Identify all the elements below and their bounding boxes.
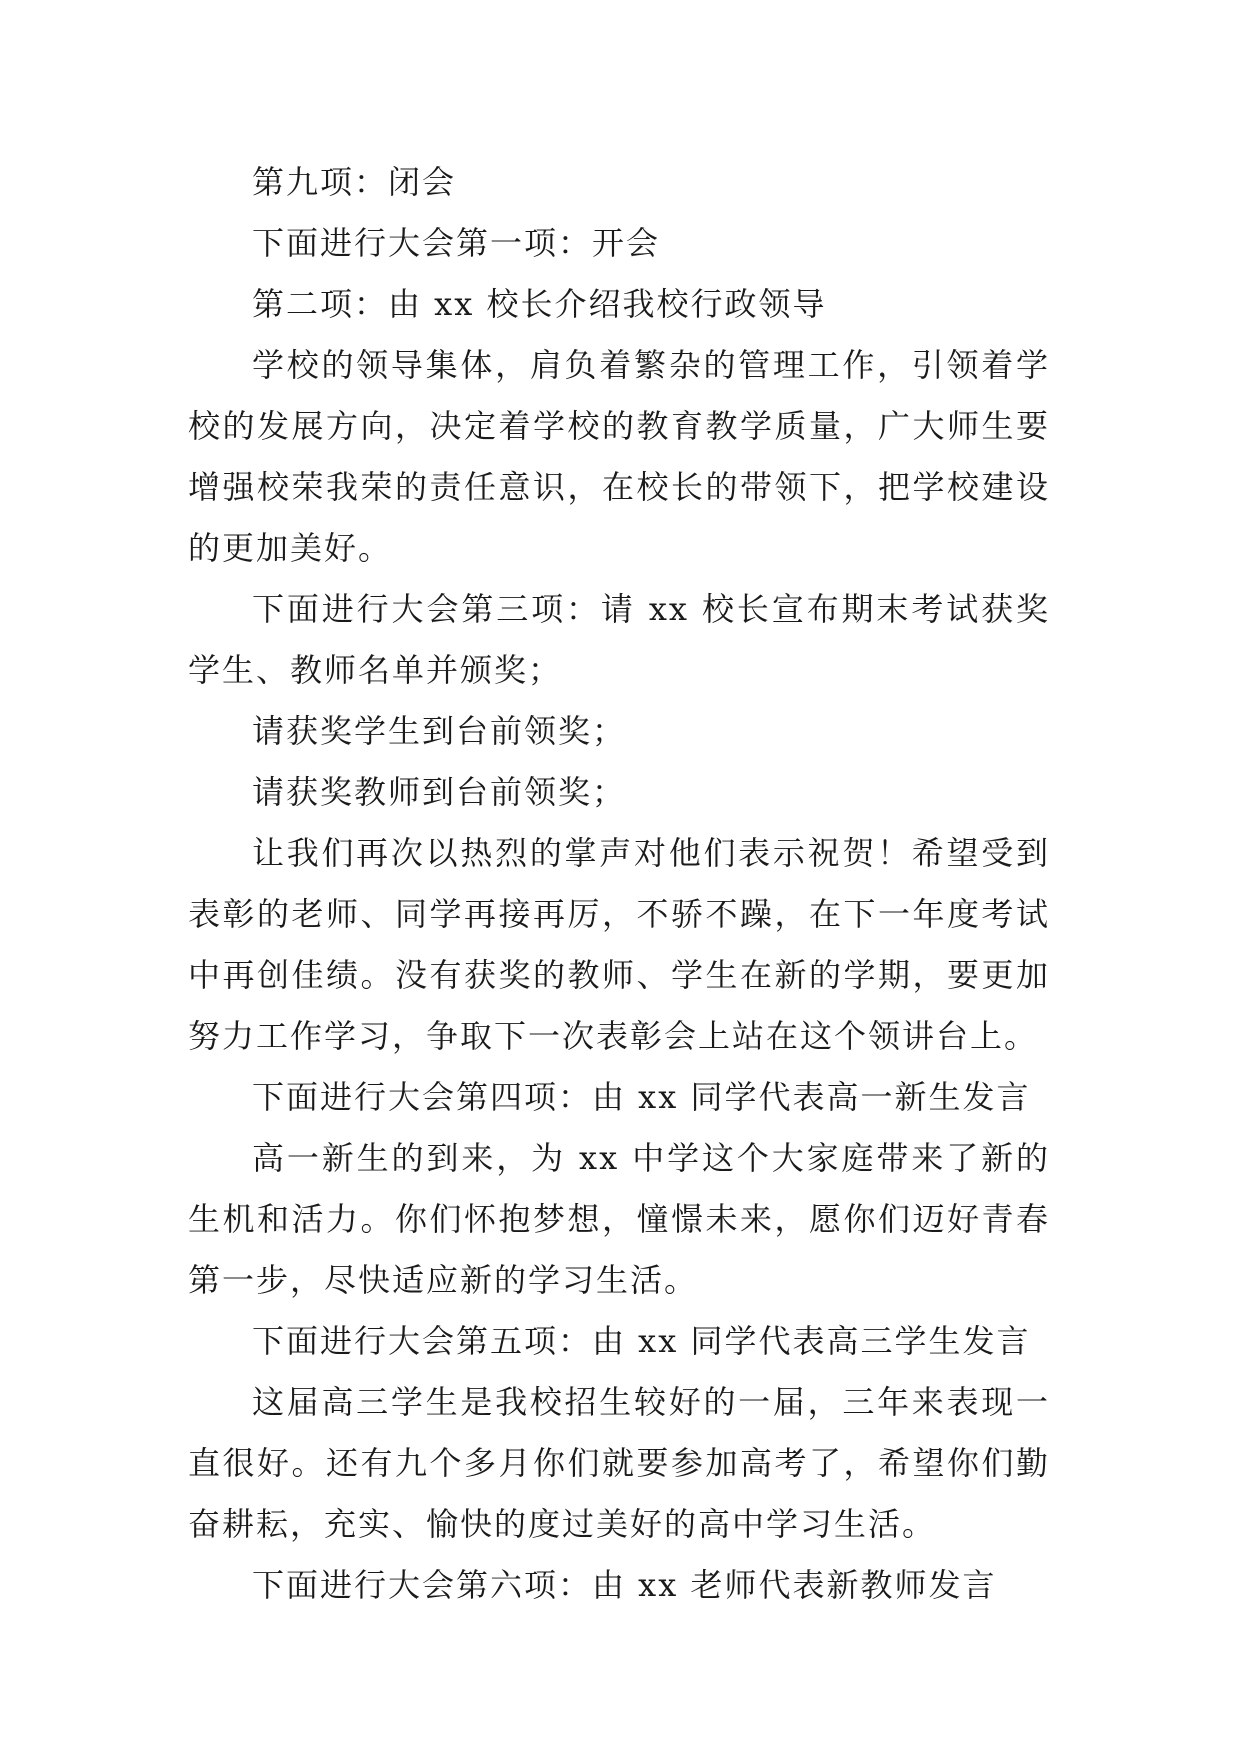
paragraph-item-1-open: 下面进行大会第一项：开会 xyxy=(252,224,661,262)
paragraph-senior-remarks: 这届高三学生是我校招生较好的一届，三年来表现一直很好。还有九个多月你们就要参加高考了，希望你们勤奋耕耘，充实、愉快的度过美好的高中学习生活。 xyxy=(188,1383,1050,1543)
paragraph-item-9-close: 第九项：闭会 xyxy=(252,163,457,201)
paragraph-freshman-remarks: 高一新生的到来，为 xx 中学这个大家庭带来了新的生机和活力。你们怀抱梦想，憧憬未来，愿你们迈好青春第一步，尽快适应新的学习生活。 xyxy=(188,1139,1050,1299)
paragraph-item-3-awards: 下面进行大会第三项：请 xx 校长宣布期末考试获奖学生、教师名单并颁奖； xyxy=(188,590,1050,689)
paragraph-teachers-receive-awards: 请获奖教师到台前领奖； xyxy=(252,773,627,811)
paragraph-item-2-introduce-leaders: 第二项：由 xx 校长介绍我校行政领导 xyxy=(252,285,827,323)
paragraph-item-5-senior-speech: 下面进行大会第五项：由 xx 同学代表高三学生发言 xyxy=(252,1322,1031,1360)
document-body xyxy=(188,152,1050,1616)
paragraph-congratulations: 让我们再次以热烈的掌声对他们表示祝贺！希望受到表彰的老师、同学再接再厉，不骄不躁，在下一年度考试中再创佳绩。没有获奖的教师、学生在新的学期，要更加努力工作学习，争取下一次表彰会上站在这个领讲台上。 xyxy=(188,834,1050,1055)
paragraph-item-4-freshman-speech: 下面进行大会第四项：由 xx 同学代表高一新生发言 xyxy=(252,1078,1031,1116)
paragraph-students-receive-awards: 请获奖学生到台前领奖； xyxy=(252,712,627,750)
paragraph-leadership-remarks: 学校的领导集体，肩负着繁杂的管理工作，引领着学校的发展方向，决定着学校的教育教学质量，广大师生要增强校荣我荣的责任意识，在校长的带领下，把学校建设的更加美好。 xyxy=(188,346,1050,567)
paragraph-item-6-new-teacher-speech: 下面进行大会第六项：由 xx 老师代表新教师发言 xyxy=(252,1566,997,1604)
